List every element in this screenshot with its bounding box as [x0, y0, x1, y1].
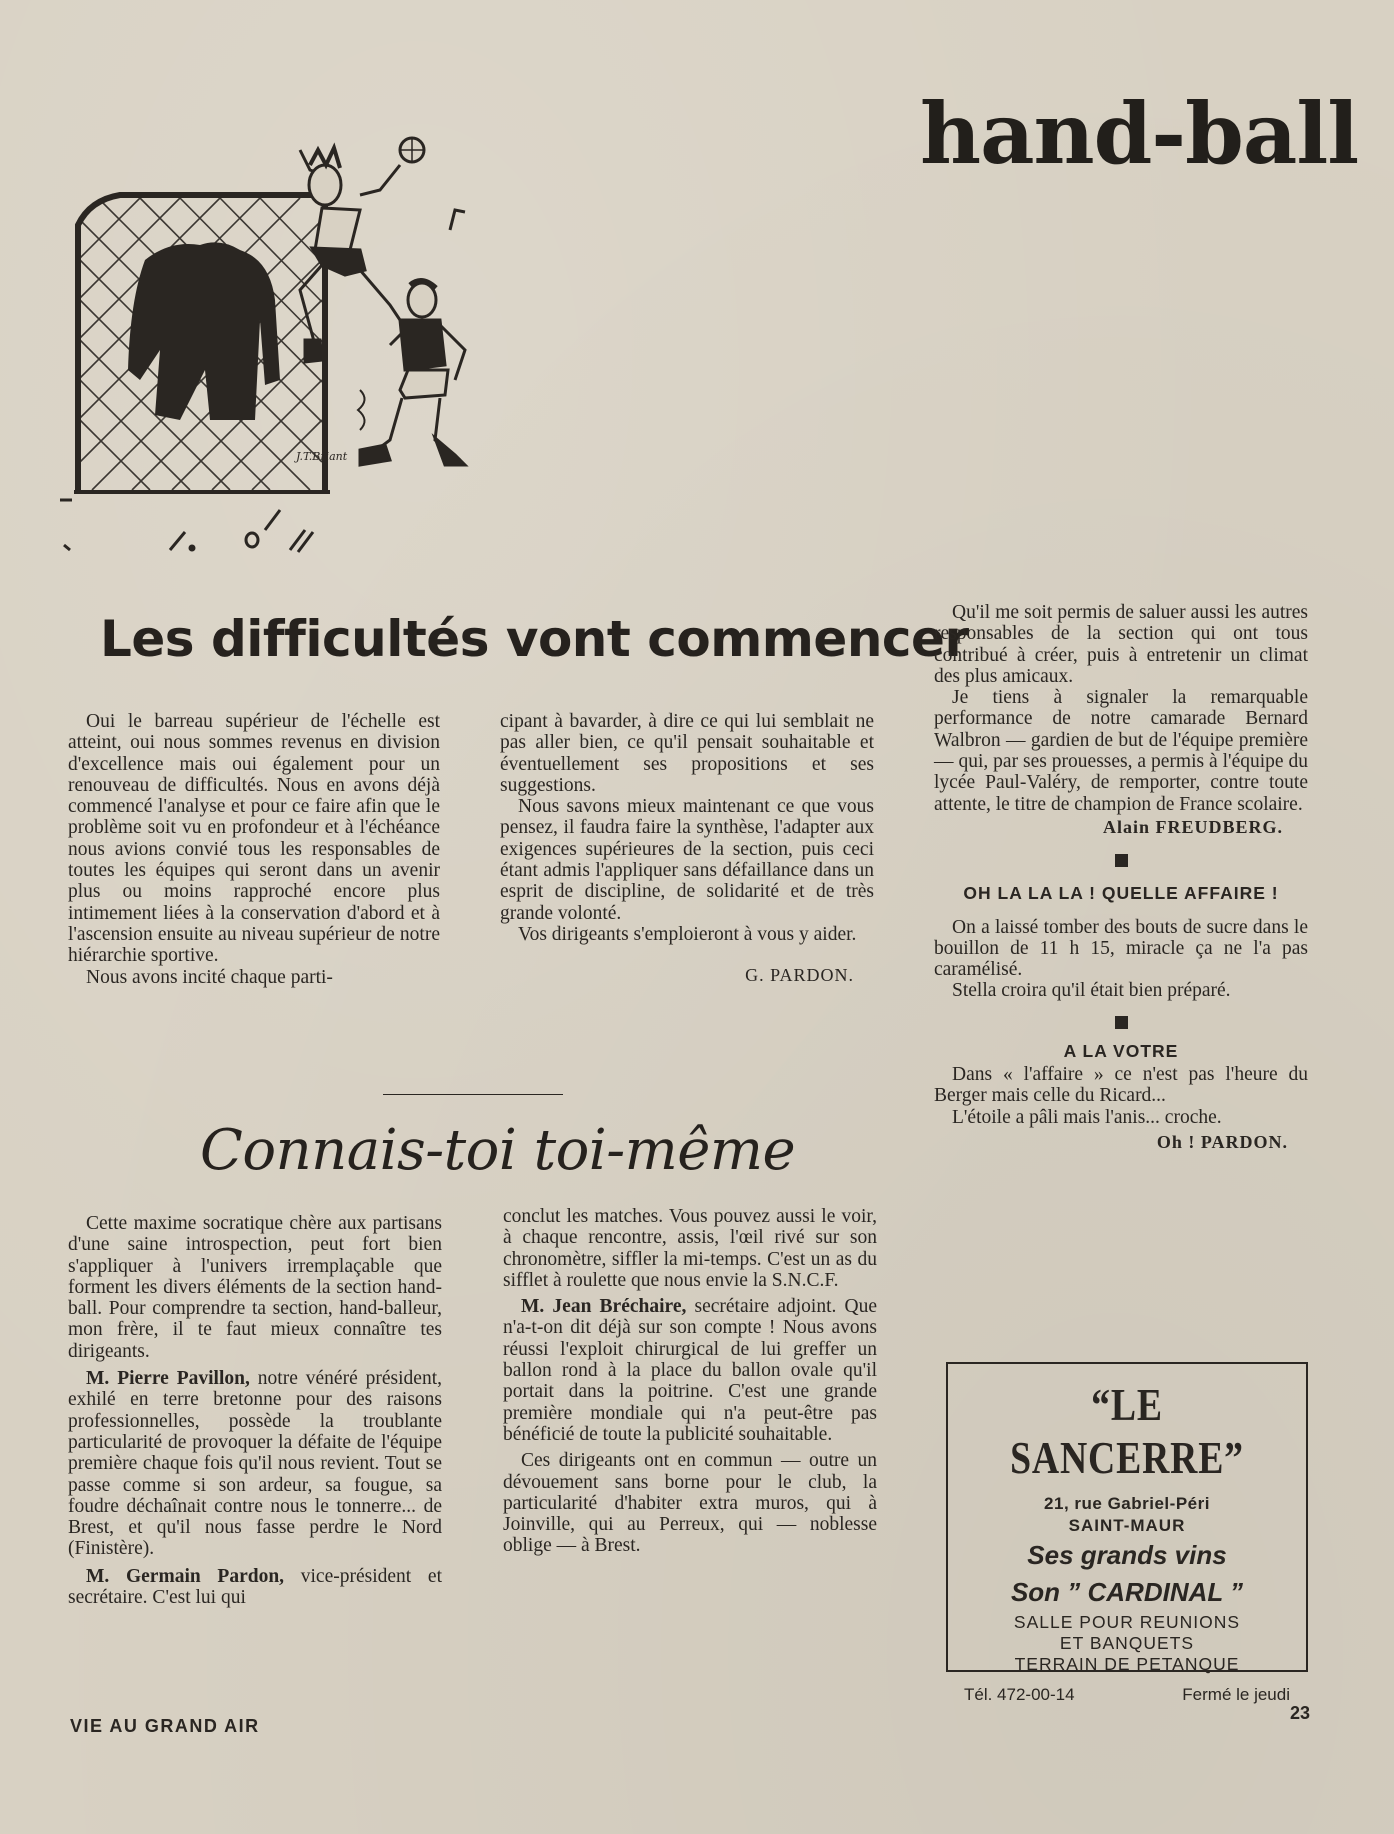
separator-rule [383, 1094, 563, 1095]
brief-paragraph: Dans « l'affaire » ce n'est pas l'heure du Berger mais celle du Ricard... [934, 1064, 1308, 1107]
director-name: M. Jean Bréchaire, [521, 1296, 687, 1318]
ad-service-line: ET BANQUETS [1059, 1633, 1195, 1653]
right-paragraph: Je tiens à signaler la remarquable performance de notre camarade Bernard Walbron — gardien de but de l'équipe première — qui, par ses prouesses, a permis à l'équipe du lycée Paul-Valéry, de remporter, contre toute attente, le titre de champion de France scolaire. [934, 687, 1308, 815]
director-name: M. Germain Pardon, [86, 1565, 285, 1587]
article1-paragraph: Oui le barreau supérieur de l'échelle est atteint, oui nous sommes revenus en division d'excellence mais oui également pour un renouveau de difficultés. Nous en avons déjà commencé l'analyse et pour ce faire afin que le problème soit vu en profondeur et à l'échéance nous avions convié tous les responsables de toutes les équipes qui seront dans un avenir plus ou moins rapproché encore plus intimement liées à la conservation d'abord et à l'ascension ensuite au niveau supérieur de notre hiérarchie sportive. [68, 711, 440, 967]
brief-heading: OH LA LA LA ! QUELLE AFFAIRE ! [963, 883, 1279, 904]
article1-paragraph: Nous savons mieux maintenant ce que vous pensez, il faudra faire la synthèse, l'adapter aux exigences supérieures de la section, puis ceci étant admis l'appliquer sans défaillance dans un esprit de discipline, de solidarité et de très grande volonté. [500, 796, 874, 924]
article2-paragraph: M. Germain Pardon, vice-président et secrétaire. C'est lui qui [68, 1565, 442, 1609]
article2-paragraph: Cette maxime socratique chère aux partisans d'une saine introspection, peut fort bien s'appliquer à l'univers irremplaçable que forment les divers éléments de la section hand-ball. Pour comprendre ta section, hand-balleur, mon frère, il te faut mieux connaître tes dirigeants. [68, 1213, 442, 1362]
illustrator-signature: J.T.Briant [296, 450, 348, 463]
defender-figure [358, 210, 465, 465]
ad-tagline: Son ” CARDINAL ” [1010, 1577, 1244, 1607]
article2-col2 [503, 1206, 877, 1557]
bullet-square-icon [1115, 854, 1128, 867]
right-signature: Alain FREUDBERG. [1102, 816, 1283, 837]
brief-paragraph: On a laissé tomber des bouts de sucre dans le bouillon de 11 h 15, miracle ça ne l'a pas caramélisé. [934, 916, 1308, 981]
article1-col1 [68, 711, 440, 988]
handball-illustration [60, 120, 520, 560]
ad-phone: Tél. 472-00-14 [964, 1685, 1075, 1704]
right-signature: Oh ! PARDON. [1156, 1131, 1288, 1152]
section-title: hand-ball [920, 84, 1359, 183]
article1-col2 [500, 711, 874, 987]
right-column [934, 602, 1308, 1153]
goalkeeper-figure [128, 242, 280, 420]
ad-business-name: “LE SANCERRE” [1010, 1379, 1244, 1483]
ad-service-line: SALLE POUR REUNIONS [1013, 1612, 1241, 1632]
bullet-square-icon [1115, 1016, 1128, 1029]
article1-signature: G. PARDON. [745, 965, 854, 986]
page-number: 23 [1290, 1703, 1311, 1723]
ad-service-line: TERRAIN DE PETANQUE [1014, 1654, 1240, 1674]
ad-footer [948, 1685, 1306, 1705]
brief-paragraph: L'étoile a pâli mais l'anis... croche. [952, 1106, 1222, 1128]
motion-marks-icon [60, 500, 313, 552]
brief-paragraph: Stella croira qu'il était bien préparé. [952, 980, 1231, 1002]
article2-paragraph: conclut les matches. Vous pouvez aussi le voir, à chaque rencontre, assis, l'œil rivé sur son chronomètre, siffler la mi-temps. C'est un as du sifflet à roulette que nous envie la S.N.C.F. [503, 1206, 877, 1291]
article1-paragraph: Vos dirigeants s'emploieront à vous y aider. [518, 923, 857, 945]
ad-closing-day: Fermé le jeudi [1182, 1685, 1290, 1704]
advertisement-le-sancerre [946, 1362, 1308, 1704]
magazine-name: VIE AU GRAND AIR [70, 1716, 260, 1736]
article2-paragraph: M. Pierre Pavillon, notre vénéré président, exhilé en terre bretonne pour des raisons professionnelles, possède la troublante particularité de provoquer la défaite de l'équipe première chaque fois qu'il nous revient. Tout se passe comme si son ardeur, sa fougue, sa foudre déchaînait contre nous le tonnerre... de Brest, et qu'il nous fasse perdre le Nord (Finistère). [68, 1368, 442, 1560]
article2-title: Connais-toi toi-même [200, 1118, 796, 1183]
ad-services [948, 1612, 1306, 1675]
ad-city: SAINT-MAUR [1068, 1516, 1186, 1535]
ad-tagline: Ses grands vins [1027, 1540, 1227, 1570]
article2-col1 [68, 1213, 442, 1608]
director-name: M. Pierre Pavillon, [86, 1368, 250, 1390]
article1-paragraph: cipant à bavarder, à dire ce qui lui semblait ne pas aller bien, ce qu'il pensait souhaitable et éventuellement ses propositions et ses suggestions. [500, 711, 874, 796]
article2-paragraph: M. Jean Bréchaire, secrétaire adjoint. Que n'a-t-on dit déjà sur son compte ! Nous avons réussi l'exploit chirurgical de lui greffer un ballon rond à la place du ballon ovale qu'il portait dans la poitrine. C'est une grande première mondiale qui n'a peut-être pas bénéficié de toute la publicité souhaitable. [503, 1296, 877, 1445]
article1-paragraph: Nous avons incité chaque parti- [86, 966, 333, 988]
right-paragraph: Qu'il me soit permis de saluer aussi les autres responsables de la section qui ont tous contribué à créer, puis à entretenir un climat des plus amicaux. [934, 602, 1308, 687]
article1-title: Les difficultés vont commencer [100, 610, 969, 668]
ad-address: 21, rue Gabriel-Péri [1044, 1494, 1210, 1513]
article2-paragraph: Ces dirigeants ont en commun — outre un dévouement sans borne pour le club, la particularité d'habiter extra muros, qui à Joinville, qui au Perreux, qui — noblesse oblige — à Brest. [503, 1450, 877, 1557]
brief-heading: A LA VOTRE [1063, 1040, 1179, 1061]
